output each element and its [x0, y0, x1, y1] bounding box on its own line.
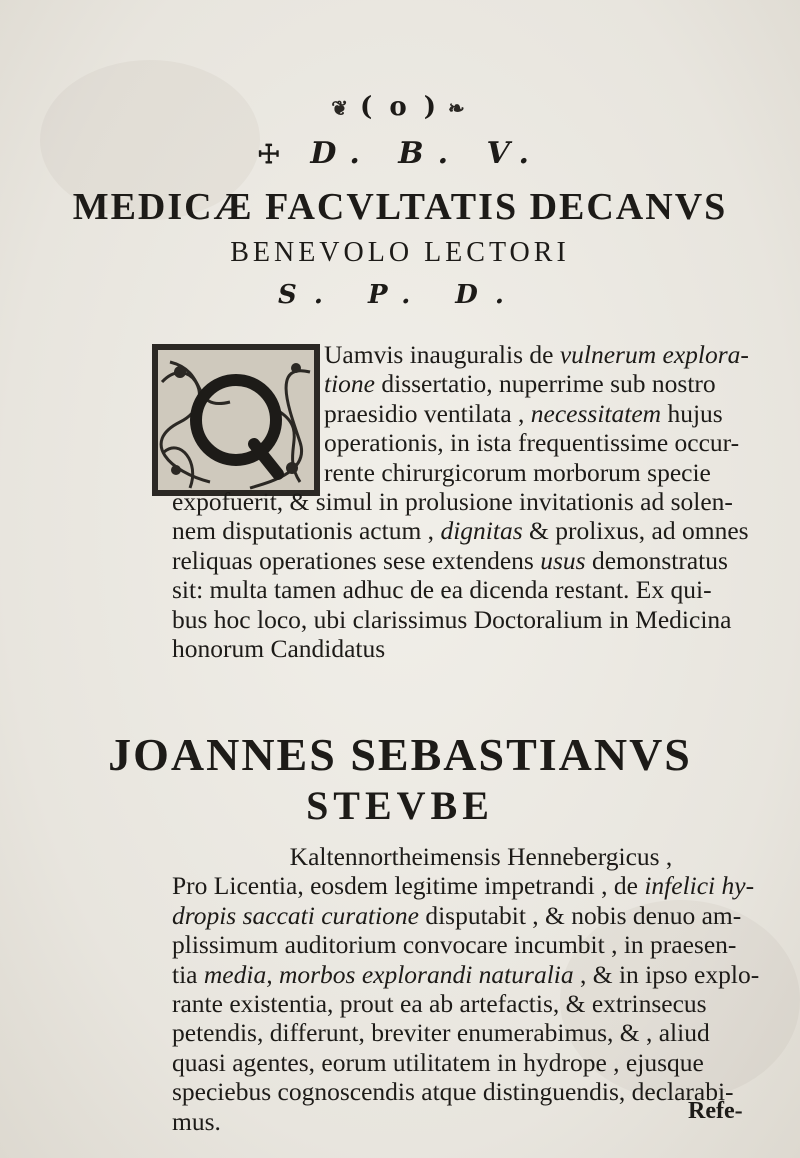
text-run: petendis, differunt, breviter enumerabimus, & , aliud [172, 1018, 710, 1048]
text-run: Pro Licentia, eosdem legitime impetrandi , de [172, 871, 645, 901]
text-line [172, 487, 800, 516]
fleuron-left-icon: ❦ [331, 96, 352, 120]
italic-phrase: media, morbos explorandi naturalia [203, 959, 574, 989]
text-run: operationis, in ista frequentissime occur- [324, 428, 740, 458]
italic-phrase: necessitatem [530, 398, 662, 428]
candidate-name-line1: JOANNES SEBASTIANVS [108, 729, 692, 780]
text-run: quasi agentes, eorum utilitatem in hydrope , ejusque [172, 1047, 704, 1077]
text-run: hujus [661, 398, 723, 428]
text-line [172, 930, 800, 959]
italic-phrase: dropis saccati curatione [172, 900, 419, 930]
fleuron-right-icon: ❧ [448, 96, 469, 120]
text-run: , & in ipso explo- [573, 959, 760, 989]
invocation-text: D. B. V. [310, 136, 543, 171]
text-line [172, 1048, 800, 1077]
italic-phrase: dignitas [440, 516, 523, 546]
italic-phrase: infelici hy- [644, 871, 755, 901]
page-subtitle: BENEVOLO LECTORI [230, 237, 570, 268]
text-line [172, 1018, 800, 1047]
text-run: Kaltennortheimensis Hennebergicus , [289, 842, 673, 871]
italic-phrase: usus [540, 545, 586, 575]
text-run: expofuerit, & simul in prolusione invitationis ad solen- [172, 486, 733, 516]
text-run: speciebus cognoscendis atque distinguendis, declarabi- [172, 1077, 734, 1107]
text-run: demonstratus [585, 545, 728, 575]
text-line [172, 634, 800, 663]
text-line [172, 989, 800, 1018]
cross-symbol: ☩ [257, 140, 295, 170]
text-run: nem disputationis actum , [172, 516, 441, 546]
invocation-line [0, 136, 800, 171]
text-line [172, 428, 800, 457]
text-run: reliquas operationes sese extendens [172, 545, 541, 575]
text-line [172, 516, 800, 545]
italic-phrase: tione [324, 369, 375, 399]
text-run: dissertatio, nuperrime sub nostro [375, 369, 716, 399]
text-line [172, 842, 800, 871]
paragraph-intro [172, 340, 800, 663]
text-line [172, 340, 800, 369]
text-line [172, 575, 800, 604]
text-line [172, 458, 800, 487]
text-line [172, 369, 800, 398]
ornament-text: ( o ) [359, 92, 441, 122]
text-line [172, 605, 800, 634]
text-line [172, 871, 800, 900]
text-run: bus hoc loco, ubi clarissimus Doctoralium in Medicina [172, 604, 732, 634]
text-line [172, 901, 800, 930]
italic-phrase: vulnerum explora- [559, 340, 749, 369]
text-line [172, 399, 800, 428]
paragraph-body [172, 842, 800, 1136]
text-run: honorum Candidatus [172, 633, 386, 663]
page-title: MEDICÆ FACVLTATIS DECANVS [72, 186, 728, 228]
catchword: Refe- [688, 1098, 743, 1124]
text-run: praesidio ventilata , [324, 398, 531, 428]
text-run: plissimum auditorium convocare incumbit , in praesen- [172, 930, 737, 960]
text-run: rante existentia, prout ea ab artefactis, & extrinsecus [172, 988, 707, 1018]
text-run: tia [172, 959, 204, 989]
text-run: sit: multa tamen adhuc de ea dicenda restant. Ex qui- [172, 575, 712, 605]
text-run: & prolixus, ad omnes [522, 516, 749, 546]
text-line [172, 546, 800, 575]
text-run: Uamvis inauguralis de [324, 340, 560, 369]
text-line [172, 960, 800, 989]
candidate-name-line2: STEVBE [306, 783, 494, 828]
head-ornament [0, 92, 800, 122]
salutation: S. P. D. [278, 280, 522, 310]
text-run: mus. [172, 1106, 221, 1136]
text-run: rente chirurgicorum morborum specie [324, 457, 711, 487]
text-run: disputabit , & nobis denuo am- [418, 900, 742, 930]
